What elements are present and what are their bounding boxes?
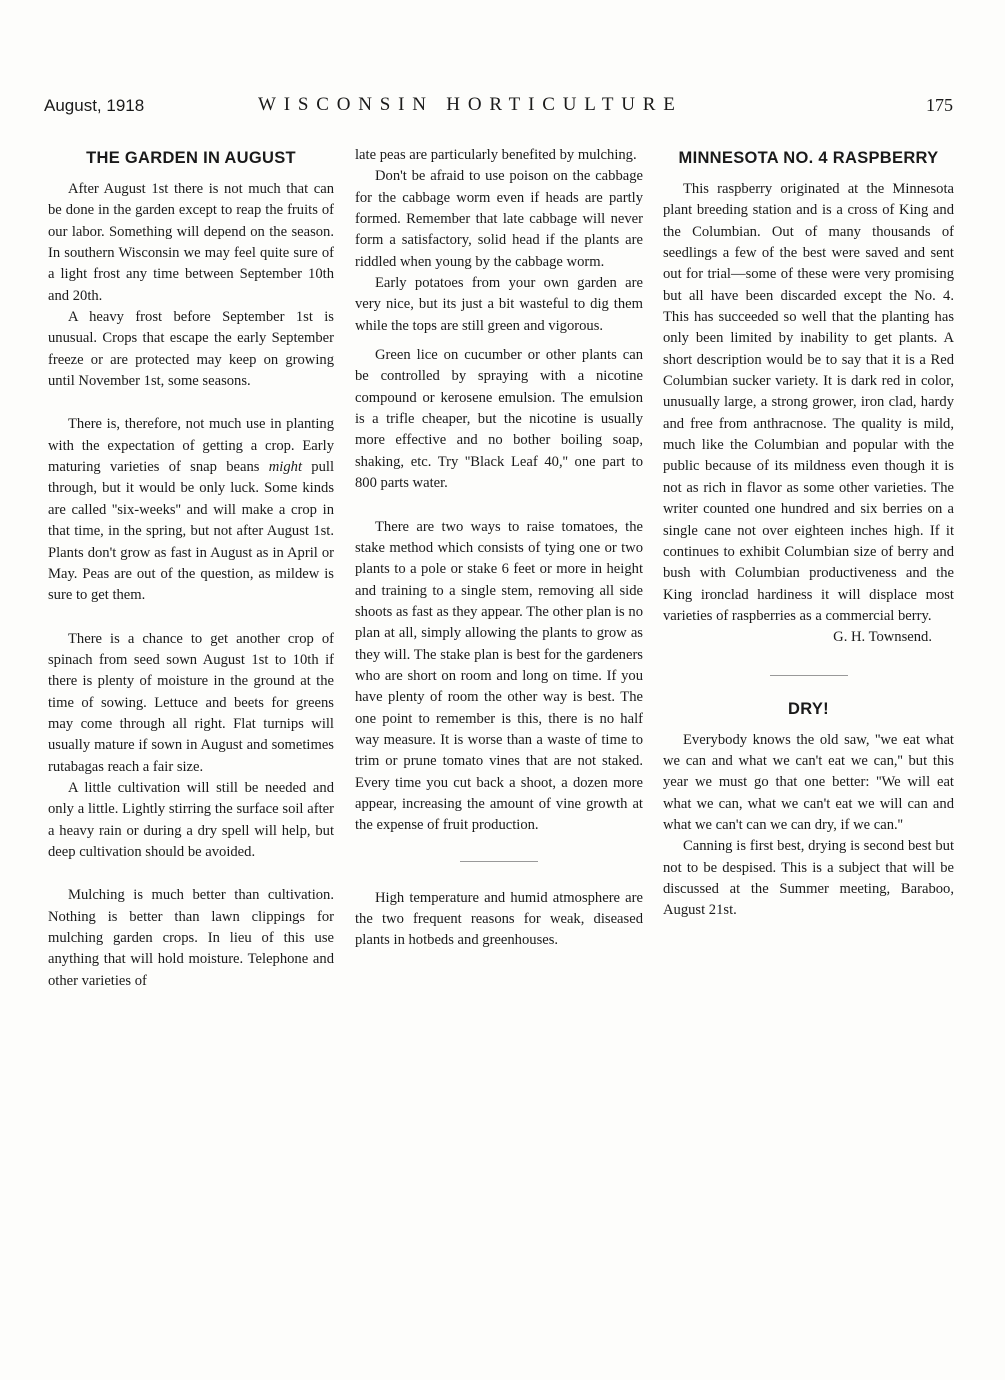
paragraph: Green lice on cucumber or other plants can be controlled by spraying with a nicotine compound or kerosene emulsion. The emulsion is a trifle cheaper, but the nicotine is usually more effective and no bother boiling soap, shaking, etc. Try ''Black Leaf 40,'' one part to 800 parts water. [355, 347, 643, 492]
section-divider [460, 861, 538, 862]
page-number: 175 [926, 95, 953, 115]
journal-title: WISCONSIN HORTICULTURE [258, 94, 683, 115]
paragraph: After August 1st there is not much that can be done in the garden except to reap the fruits of our labor. Something will depend on the season. In southern Wisconsin we may feel quite sure of a light frost any time between September 10th and 20th. [48, 181, 334, 304]
column-left [48, 145, 334, 992]
article-heading-dry: DRY! [788, 699, 829, 718]
paragraph: Everybody knows the old saw, ''we eat what we can and what we can't eat we can,'' but this year we must go that one better: ''We will eat what we can, what we can't eat we will can and what we can't can we can dry, if we can.'' [663, 731, 954, 833]
article-heading-raspberry: MINNESOTA NO. 4 RASPBERRY [678, 149, 939, 167]
paragraph: High temperature and humid atmosphere are the two frequent reasons for weak, diseased plants in hotbeds and greenhouses. [355, 889, 643, 949]
column-right [663, 145, 954, 922]
issue-date: August, 1918 [44, 96, 145, 115]
paragraph: Don't be afraid to use poison on the cabbage for the cabbage worm even if heads are partly formed. Remember that late cabbage will never form a satisfactory, solid head if the plants are riddled when young by the cabbage worm. [355, 168, 643, 270]
paragraph: There is a chance to get another crop of spinach from seed sown August 1st to 10th if there is plenty of moisture in the ground at the time of sowing. Lettuce and beets for greens may come through all right. Flat turnips will usually mature if sown in August and sometimes rutabagas reach a fair size. [48, 630, 334, 775]
paragraph: Mulching is much better than cultivation. Nothing is better than lawn clippings for mulching garden crops. In lieu of this use anything that will hold moisture. Telephone and other varieties of [48, 887, 334, 989]
paragraph: There is, therefore, not much use in planting with the expectation of getting a crop. Early maturing varieties of snap beans might pull through, but it would be only luck. Some kinds are called ''six-weeks'' and will make a crop in that time, in the spring, but not after August 1st. Plants don't grow as fast in August as in April or May. Peas are out of the question, as mildew is sure to get them. [48, 416, 334, 604]
paragraph: A heavy frost before September 1st is unusual. Crops that escape the early September freeze or are protected may keep on growing until November 1st, some seasons. [48, 309, 334, 390]
article-heading-garden: THE GARDEN IN AUGUST [86, 149, 296, 167]
column-middle [355, 145, 643, 952]
paragraph: Canning is first best, drying is second best but not to be despised. This is a subject that will be discussed at the Summer meeting, Baraboo, August 21st. [663, 838, 954, 919]
author-signature: G. H. Townsend. [833, 629, 932, 646]
running-header [44, 96, 953, 120]
paragraph: There are two ways to raise tomatoes, the stake method which consists of tying one or two plants to a pole or stake 6 feet or more in height and training to a single stem, removing all side shoots as fast as they appear. The other plan is no plan at all, simply allowing the plants to grow as they will. The stake plan is best for the gardeners who are short on room and long on time. If you have plenty of room the other way is best. The one point to remember is this, there is no half way measure. It is worse than a waste of time to trim or prune tomato vines that are not staked. Every time you cut back a shoot, a dozen more appear, increasing the amount of vine growth at the expense of fruit production. [355, 518, 643, 834]
paragraph: Early potatoes from your own garden are very nice, but its just a bit wasteful to dig them while the tops are still green and vigorous. [355, 275, 643, 334]
paragraph: A little cultivation will still be needed and only a little. Lightly stirring the surface soil after a heavy rain or during a dry spell will help, but deep cultivation should be avoided. [48, 779, 334, 860]
section-divider [770, 675, 848, 676]
emphasis: might [268, 459, 302, 476]
paragraph: This raspberry originated at the Minnesota plant breeding station and is a cross of King and the Columbian. Out of many thousands of seedlings a few of the best were saved and sent out for trial—some of these were very promising but all have been discarded except the No. 4. This has succeeded so well that the planting has only been limited by inability to get plants. A short description would be to say that it is a Red Columbian sucker variety. It is dark red in color, unusually large, a strong grower, iron clad, hardy and free from anthracnose. The quality is mild, much like the Columbian and popular with the public because of its mildness even though it is not as rich in flavor as some other varieties. The writer counted one hundred and six berries on a single cane not over eighteen inches high. If it continues to exhibit Columbian size of berry and bush with Columbian productiveness and the King ironclad hardiness it will displace most varieties of raspberries as a commercial berry. [663, 181, 954, 624]
paragraph: late peas are particularly benefited by mulching. [355, 147, 637, 163]
